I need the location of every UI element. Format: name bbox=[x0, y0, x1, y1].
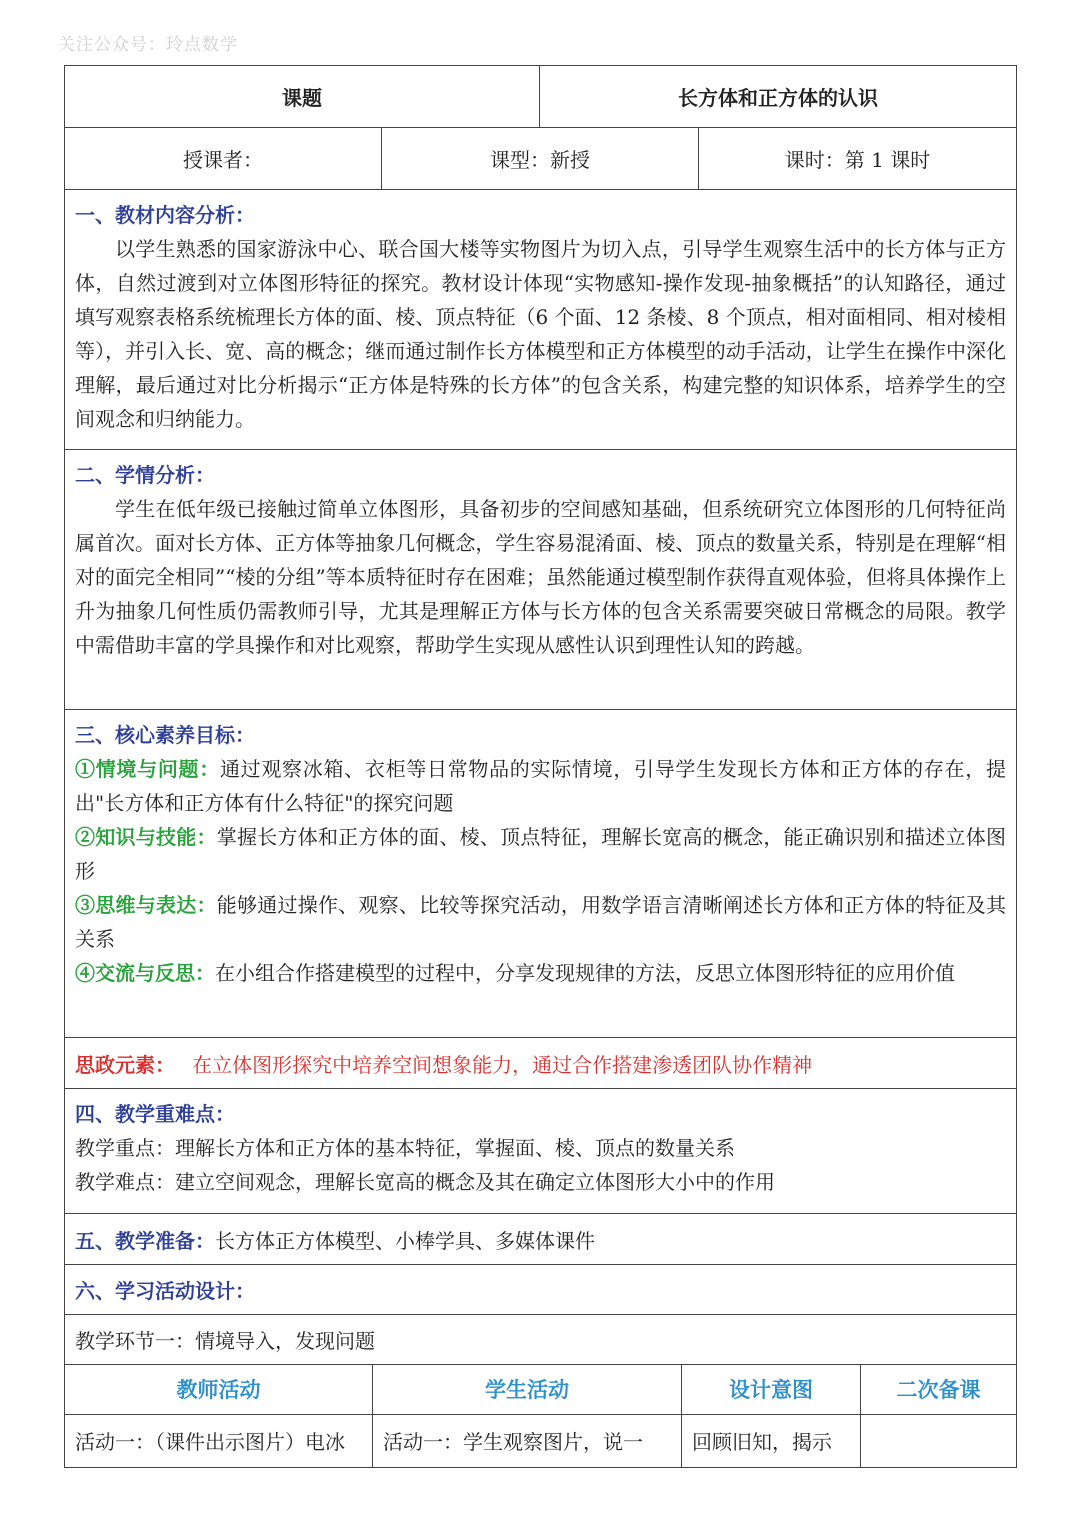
teacher-label: 授课者： bbox=[65, 128, 382, 190]
stage-title: 教学环节一：情境导入，发现问题 bbox=[65, 1315, 1017, 1365]
section1-heading: 一、教材内容分析： bbox=[75, 203, 255, 227]
goal-item: ②知识与技能：掌握长方体和正方体的面、棱、顶点特征，理解长宽高的概念，能正确识别和描述立体图形 bbox=[75, 825, 1007, 883]
activity-table bbox=[64, 1364, 1017, 1468]
meta-row bbox=[65, 128, 1017, 190]
design-intent-cell: 回顾旧知，揭示 bbox=[682, 1414, 861, 1467]
ideology-text: 在立体图形探究中培养空间想象能力，通过合作搭建渗透团队协作精神 bbox=[192, 1052, 813, 1077]
section3-heading: 三、核心素养目标： bbox=[75, 723, 255, 747]
section-preparation bbox=[65, 1214, 1017, 1265]
activity-row bbox=[65, 1414, 1017, 1467]
goal-item: ④交流与反思：在小组合作搭建模型的过程中，分享发现规律的方法，反思立体图形特征的应用价值 bbox=[75, 961, 955, 985]
ideology-label: 思政元素： bbox=[75, 1052, 175, 1077]
teacher-activity-cell: 活动一：（课件出示图片）电冰 bbox=[65, 1414, 373, 1467]
section2-text: 学生在低年级已接触过简单立体图形，具备初步的空间感知基础，但系统研究立体图形的几何特征尚属首次。面对长方体、正方体等抽象几何概念，学生容易混淆面、棱、顶点的数量关系，特别是在理解“相对的面完全相同”“棱的分组”等本质特征时存在困难；虽然能通过模型制作获得直观体验，但将具体操作上升为抽象几何性质仍需教师引导，尤其是理解正方体与长方体的包含关系需要突破日常概念的局限。教学中需借助丰富的学具操作和对比观察，帮助学生实现从感性认识到理性认知的跨越。 bbox=[75, 497, 1006, 657]
lesson-plan-sheet bbox=[64, 65, 1016, 1468]
second-prep-cell bbox=[861, 1414, 1017, 1467]
section-textbook-analysis bbox=[65, 190, 1017, 450]
col-teacher-activity: 教师活动 bbox=[65, 1364, 373, 1414]
section4-heading: 四、教学重难点： bbox=[75, 1102, 235, 1126]
watermark: 关注公众号：玲点数学 bbox=[58, 35, 238, 55]
section6-heading: 六、学习活动设计： bbox=[75, 1279, 255, 1303]
topic-row bbox=[65, 66, 1017, 128]
section-key-points bbox=[65, 1089, 1017, 1214]
section5-text: 长方体正方体模型、小棒学具、多媒体课件 bbox=[215, 1228, 595, 1253]
section5-heading: 五、教学准备： bbox=[75, 1228, 215, 1253]
goal-item: ①情境与问题：通过观察冰箱、衣柜等日常物品的实际情境，引导学生发现长方体和正方体的存在，提出"长方体和正方体有什么特征"的探究问题 bbox=[75, 757, 1007, 815]
section-core-goals bbox=[65, 710, 1017, 1038]
stage-row bbox=[65, 1315, 1017, 1365]
section-student-analysis bbox=[65, 450, 1017, 710]
goal-item: ③思维与表达：能够通过操作、观察、比较等探究活动，用数学语言清晰阐述长方体和正方体的特征及其关系 bbox=[75, 893, 1007, 951]
topic-value: 长方体和正方体的认识 bbox=[540, 66, 1017, 128]
ideology-row bbox=[65, 1038, 1017, 1089]
section1-text: 以学生熟悉的国家游泳中心、联合国大楼等实物图片为切入点，引导学生观察生活中的长方体与正方体，自然过渡到对立体图形特征的探究。教材设计体现“实物感知-操作发现-抽象概括”的认知路径，通过填写观察表格系统梳理长方体的面、棱、顶点特征（6 个面、12 条棱、8 个顶点，相对面相同、相对棱相等），并引入长、宽、高的概念；继而通过制作长方体模型和正方体模型的动手活动，让学生在操作中深化理解，最后通过对比分析揭示“正方体是特殊的长方体”的包含关系，构建完整的知识体系，培养学生的空间观念和归纳能力。 bbox=[75, 237, 1006, 431]
col-design-intent: 设计意图 bbox=[682, 1364, 861, 1414]
topic-label: 课题 bbox=[65, 66, 540, 128]
activity-header-row bbox=[65, 1364, 1017, 1414]
student-activity-cell: 活动一：学生观察图片，说一 bbox=[373, 1414, 682, 1467]
lesson-period: 课时：第 1 课时 bbox=[699, 128, 1017, 190]
col-second-prep: 二次备课 bbox=[861, 1364, 1017, 1414]
key-point: 教学重点：理解长方体和正方体的基本特征，掌握面、棱、顶点的数量关系 bbox=[75, 1136, 735, 1160]
lesson-plan-table bbox=[64, 65, 1017, 1365]
difficult-point: 教学难点：建立空间观念，理解长宽高的概念及其在确定立体图形大小中的作用 bbox=[75, 1170, 775, 1194]
section-activity-design bbox=[65, 1265, 1017, 1315]
section2-heading: 二、学情分析： bbox=[75, 463, 215, 487]
col-student-activity: 学生活动 bbox=[373, 1364, 682, 1414]
lesson-type: 课型：新授 bbox=[382, 128, 699, 190]
